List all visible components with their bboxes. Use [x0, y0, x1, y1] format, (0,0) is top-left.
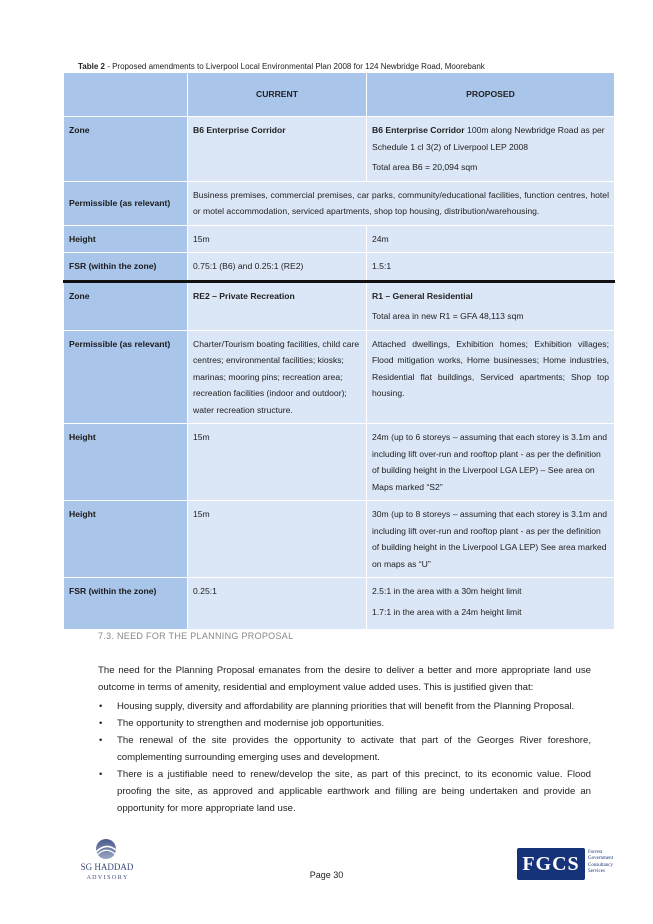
- row-label: Zone: [64, 281, 188, 330]
- fgcs-tagline: Forrest Government Consultancy Services: [588, 850, 613, 874]
- cell-proposed: R1 – General Residential Total area in new R1 = GFA 48,113 sqm: [367, 281, 615, 330]
- cell-proposed: Attached dwellings, Exhibition homes; Exhibition villages; Flood mitigation works, Home businesses; Home industries, Residential flat buildings, Serviced apartments; Shop top housing.: [367, 330, 615, 424]
- fgcs-logo: [517, 848, 613, 880]
- amendments-table: [63, 72, 615, 630]
- svg-text:A D V I S O R Y: A D V I S O R Y: [86, 875, 128, 881]
- cell-current: 0.75:1 (B6) and 0.25:1 (RE2): [188, 253, 367, 282]
- cell-current: B6 Enterprise Corridor: [188, 117, 367, 182]
- list-item: • The opportunity to strengthen and modernise job opportunities.: [99, 718, 385, 729]
- header-proposed: PROPOSED: [367, 73, 615, 117]
- list-item: • There is a justifiable need to renew/develop the site, as part of this precinct, to its economic value. Flood proofing the site, as approved and applicable earthwork and filling are being undertaken and provide an opportunity for more appropriate land use.: [99, 769, 591, 814]
- body-text: [98, 662, 591, 817]
- row-label: Height: [64, 225, 188, 253]
- cell-proposed: 2.5:1 in the area with a 30m height limit 1.7:1 in the area with a 24m height limit: [367, 578, 615, 630]
- cell-current: 0.25:1: [188, 578, 367, 630]
- cell-current: RE2 – Private Recreation: [188, 281, 367, 330]
- cell-current: 15m: [188, 501, 367, 578]
- row-label: FSR (within the zone): [64, 578, 188, 630]
- table-row: [64, 501, 615, 578]
- row-label: FSR (within the zone): [64, 253, 188, 282]
- section-heading: 7.3. NEED FOR THE PLANNING PROPOSAL: [98, 631, 294, 641]
- cell-proposed: B6 Enterprise Corridor 100m along Newbridge Road as per Schedule 1 cl 3(2) of Liverpool LEP 2008 Total area B6 = 20,094 sqm: [367, 117, 615, 182]
- table-row: [64, 117, 615, 182]
- table-row: [64, 330, 615, 424]
- cell-proposed: 24m (up to 6 storeys – assuming that each storey is 3.1m and including lift over-run and rooftop plant - as per the definition of building height in the Liverpool LGA LEP) – See area on Maps marked “S2”: [367, 424, 615, 501]
- table-row: [64, 281, 615, 330]
- cell-proposed: 30m (up to 8 storeys – assuming that each storey is 3.1m and including lift over-run and rooftop plant - as per the definition of building height in the Liverpool LGA LEP) See area marked on maps as “U”: [367, 501, 615, 578]
- list-item: • Housing supply, diversity and affordability are planning priorities that will benefit from the Planning Proposal.: [99, 701, 575, 712]
- table-row: [64, 578, 615, 630]
- row-label: Permissible (as relevant): [64, 330, 188, 424]
- table-header-row: [64, 73, 615, 117]
- cell-current: 15m: [188, 225, 367, 253]
- fgcs-wordmark: FGCS: [517, 848, 585, 880]
- cell-proposed: 24m: [367, 225, 615, 253]
- row-label: Height: [64, 424, 188, 501]
- header-current: CURRENT: [188, 73, 367, 117]
- row-label: Height: [64, 501, 188, 578]
- cell-current: Charter/Tourism boating facilities, child care centres; environmental facilities; kiosks; marinas; mooring pins; recreation area; recreation facilities (indoor and outdoor); water recreation structure.: [188, 330, 367, 424]
- table-row: [64, 253, 615, 282]
- bullet-list: [98, 698, 591, 817]
- page-number: Page 30: [309, 870, 344, 880]
- row-label: Zone: [64, 117, 188, 182]
- row-label: Permissible (as relevant): [64, 181, 188, 225]
- cell-merged: Business premises, commercial premises, car parks, community/educational facilities, function centres, hotel or motel accommodation, serviced apartments, shop top housing, distribution/warehousing.: [188, 181, 615, 225]
- table-row: [64, 225, 615, 253]
- list-item: • The renewal of the site provides the opportunity to activate that part of the Georges River foreshore, complementing surrounding emerging uses and development.: [99, 735, 591, 763]
- svg-text:SG HADDAD: SG HADDAD: [80, 862, 134, 872]
- table-row: [64, 424, 615, 501]
- cell-current: 15m: [188, 424, 367, 501]
- intro-paragraph: The need for the Planning Proposal emanates from the desire to deliver a better and more appropriate land use outcome in terms of amenity, residential and employment value added uses. This is justified given that:: [98, 665, 591, 693]
- cell-proposed: 1.5:1: [367, 253, 615, 282]
- table-row: [64, 181, 615, 225]
- table-caption: Table 2 - Proposed amendments to Liverpool Local Environmental Plan 2008 for 124 Newbridge Road, Moorebank: [78, 62, 485, 71]
